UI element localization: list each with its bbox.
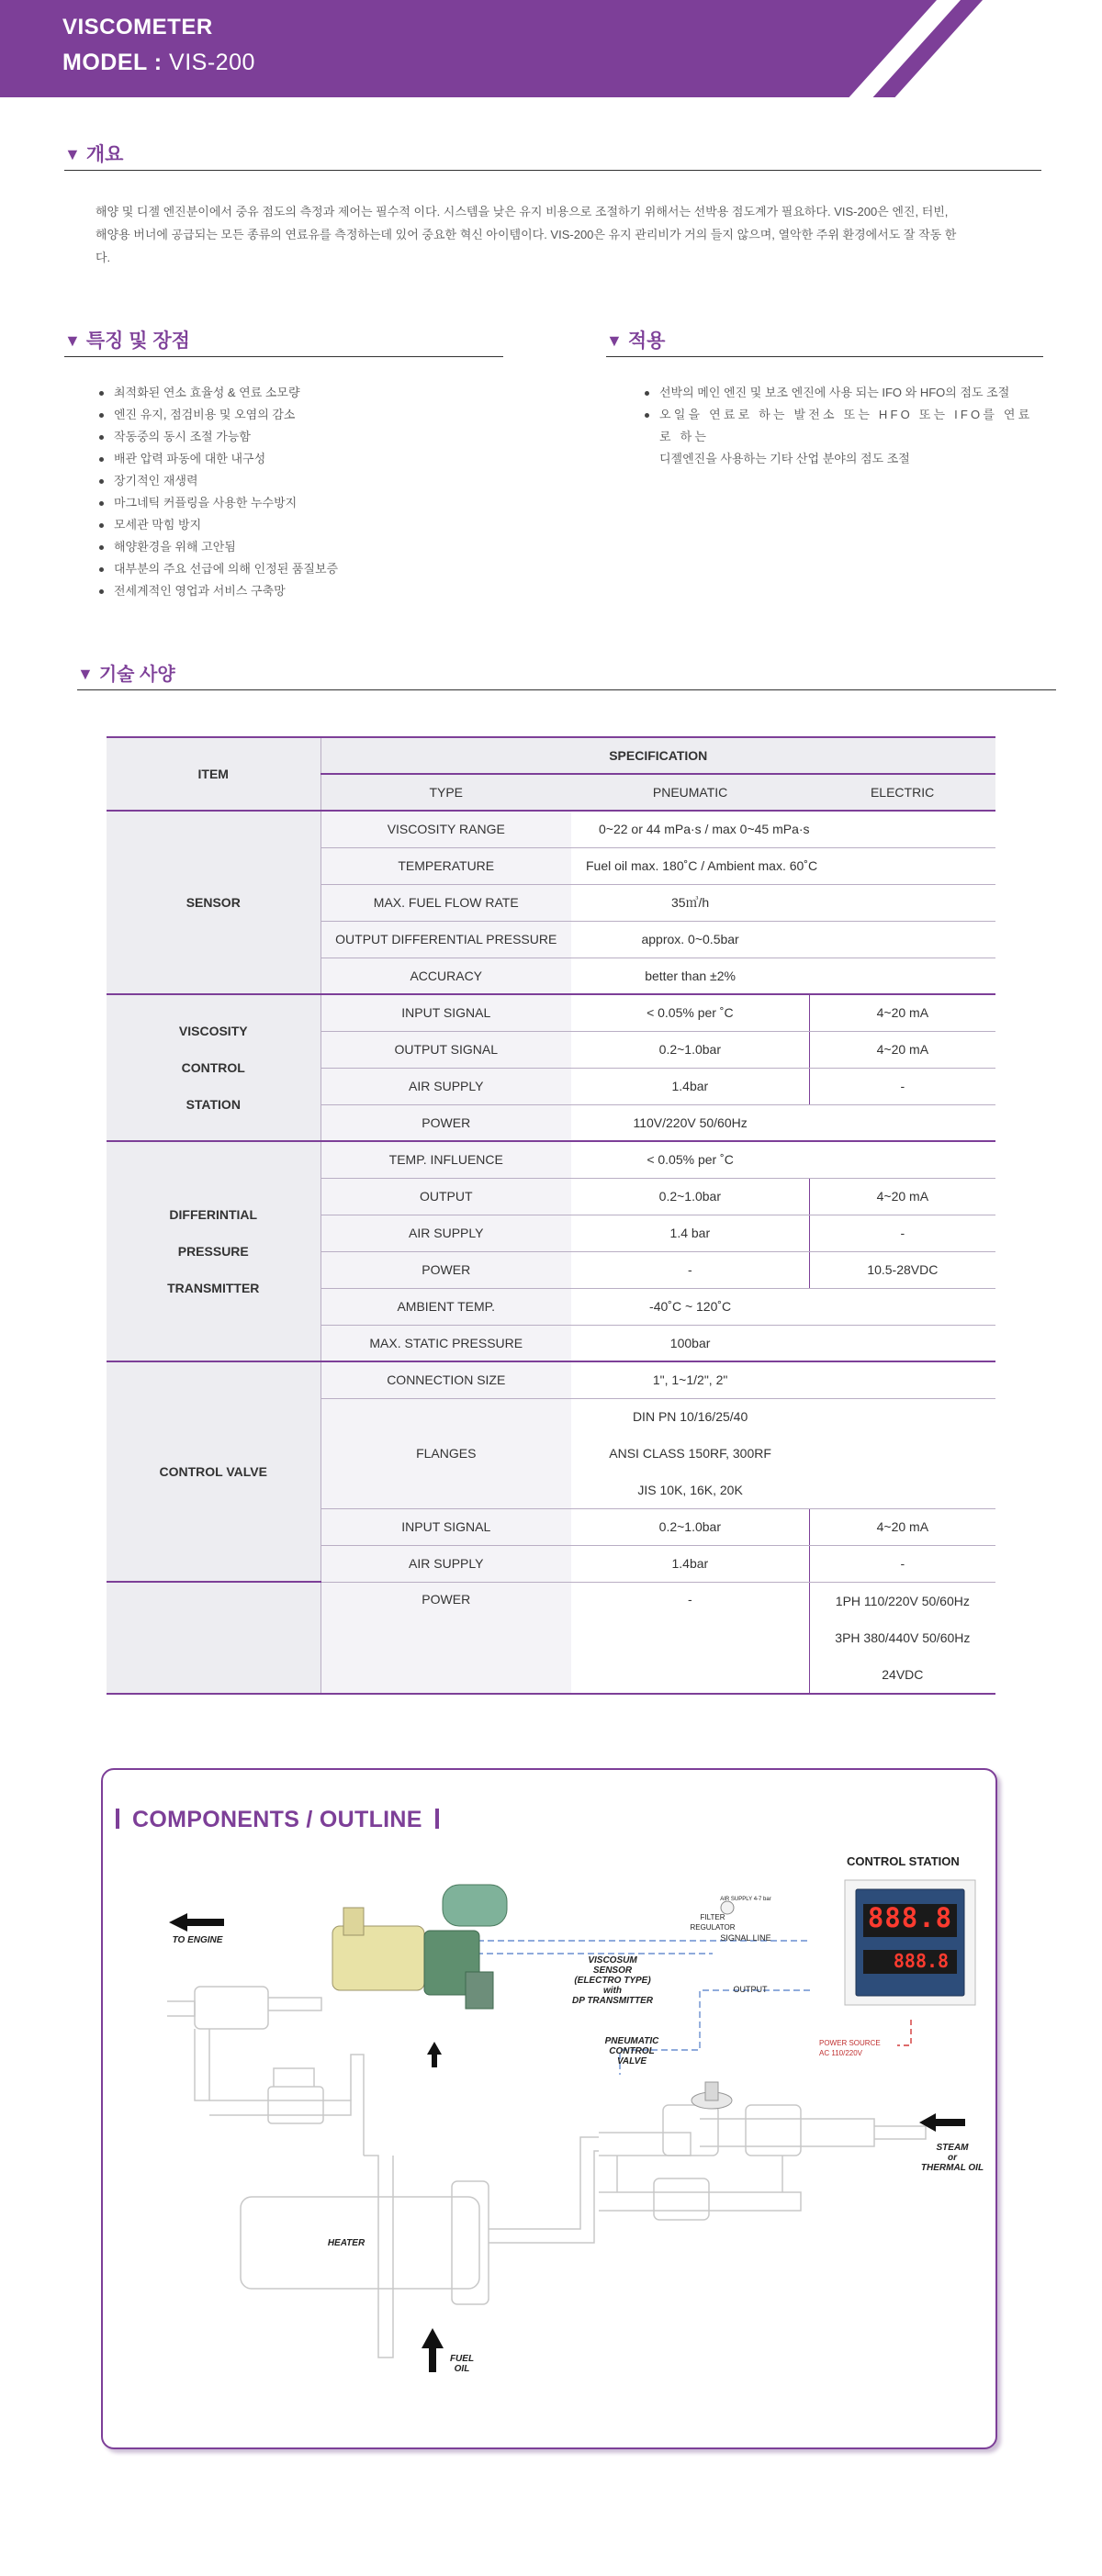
list-item [643, 404, 1047, 470]
led-display-bottom: 888.8 [893, 1950, 950, 1972]
triangle-down-icon: ▼ [64, 145, 81, 163]
label-pneumatic-control-valve: PNEUMATIC CONTROL VALVE [604, 2036, 659, 2066]
row-label: AIR SUPPLY [320, 1068, 571, 1104]
model-value: VIS-200 [169, 50, 255, 75]
cell-value: 100bar [571, 1325, 809, 1361]
model-line [62, 50, 255, 76]
control-station-label: CONTROL STATION [847, 1854, 960, 1868]
label-output: OUTPUT [733, 1985, 768, 1994]
pipe-to-engine [167, 2001, 195, 2016]
table-row [107, 1361, 995, 1398]
list-item: 최적화된 연소 효율성 & 연료 소모량 [97, 382, 501, 404]
model-label: MODEL : [62, 50, 163, 75]
overview-line: 다. [96, 251, 111, 264]
cell-value: DIN PN 10/16/25/40 [632, 1409, 748, 1425]
group-label-line: VISCOSITY [178, 1024, 248, 1038]
list-item: 해양환경을 위해 고안됨 [97, 536, 501, 558]
label-filter-regulator: FILTER REGULATOR [690, 1913, 736, 1932]
row-label: POWER [320, 1582, 571, 1694]
col-electric: ELECTRIC [809, 774, 995, 811]
specs-heading [77, 659, 1056, 690]
cell-electric: 4~20 mA [809, 994, 995, 1031]
arrow-steam-icon [934, 2119, 965, 2126]
heater-end [452, 2181, 489, 2304]
cell-value: better than ±2% [571, 958, 809, 994]
list-item: 선박의 메인 엔진 및 보조 엔진에 사용 되는 IFO 와 HFO의 점도 조절 [643, 382, 1047, 404]
product-title: VISCOMETER [62, 15, 213, 39]
group-label-line: CONTROL [181, 1060, 245, 1075]
overview-text [96, 200, 1014, 269]
outline-diagram [103, 1770, 997, 2449]
cell-pneumatic: 1.4 bar [571, 1215, 809, 1251]
overview-line: 해양용 버너에 공급되는 모든 종류의 연료유를 측정하는데 있어 중요한 혁신 아이템이다. VIS-200은 유지 관리비가 거의 들지 않으며, 열악한 주위 환경에서도 잘 작동 한 [96, 228, 957, 241]
list-item: 엔진 유지, 점검비용 및 오염의 감소 [97, 404, 501, 426]
cell-electric: 4~20 mA [809, 1178, 995, 1215]
sensor-flange [466, 1972, 493, 2009]
list-item: 마그네틱 커플링을 사용한 누수방지 [97, 492, 501, 514]
pipe-fitting [195, 1987, 268, 2029]
label-heater: HEATER [327, 2238, 365, 2248]
pneumatic-control-valve [692, 2082, 732, 2109]
arrow-fuel-oil-icon [422, 2328, 444, 2348]
pipe-segment [700, 2119, 874, 2146]
label-to-engine: TO ENGINE [172, 1935, 223, 1945]
cell-value: < 0.05% per ˚C [571, 1141, 809, 1178]
cell-electric: - [809, 1215, 995, 1251]
arrow-up-icon [432, 2053, 437, 2067]
row-label: MAX. FUEL FLOW RATE [320, 884, 571, 921]
spec-table [107, 736, 995, 1695]
table-row [107, 994, 995, 1031]
cell-pneumatic: 0.2~1.0bar [571, 1031, 809, 1068]
table-row [107, 1582, 995, 1694]
pipe-segment [599, 2133, 691, 2156]
group-differential-pressure-transmitter [107, 1141, 320, 1361]
col-item: ITEM [107, 737, 320, 811]
list-item: 대부분의 주요 선급에 의해 인정된 품질보증 [97, 558, 501, 580]
valve-actuator-stem [705, 2082, 718, 2100]
list-item-text: 오일을 연료로 하는 발전소 또는 HFO 또는 IFO를 연료로 하는 [659, 408, 1033, 443]
piping [167, 1987, 926, 2358]
features-heading [64, 326, 503, 357]
viscosity-sensor [332, 1885, 507, 2009]
cell-value: 110V/220V 50/60Hz [571, 1104, 809, 1141]
row-label: CONNECTION SIZE [320, 1361, 571, 1398]
bypass-valve-body [746, 2105, 801, 2156]
specs-title: 기술 사양 [98, 665, 175, 685]
cell-value: approx. 0~0.5bar [571, 921, 809, 958]
group-label-line: DIFFERINTIAL [169, 1207, 258, 1222]
valve-body [268, 2087, 323, 2123]
arrow-steam-icon [919, 2113, 936, 2132]
valve-stem [274, 2068, 314, 2087]
cell-value: Fuel oil max. 180˚C / Ambient max. 60˚C [571, 847, 995, 884]
col-specification: SPECIFICATION [320, 737, 995, 774]
features-list [97, 382, 501, 602]
row-label: VISCOSITY RANGE [320, 811, 571, 847]
cell-value: JIS 10K, 16K, 20K [571, 1472, 809, 1508]
list-item: 배관 압력 파동에 대한 내구성 [97, 448, 501, 470]
col-type: TYPE [320, 774, 571, 811]
components-panel [101, 1768, 997, 2449]
list-item: 장기적인 재생력 [97, 470, 501, 492]
row-label: MAX. STATIC PRESSURE [320, 1325, 571, 1361]
list-item-text: 디젤엔진을 사용하는 기타 산업 분야의 점도 조절 [659, 452, 910, 465]
cell-value: 1", 1~1/2", 2" [571, 1361, 809, 1398]
group-control-valve: CONTROL VALVE [107, 1361, 320, 1582]
col-pneumatic: PNEUMATIC [571, 774, 809, 811]
cell-line: 24VDC [882, 1666, 924, 1682]
label-fuel-oil: FUEL OIL [449, 2354, 475, 2374]
pipe-segment [364, 2156, 393, 2358]
group-label-line: PRESSURE [177, 1244, 249, 1259]
pipe-segment [351, 2055, 364, 2156]
row-label: AIR SUPPLY [320, 1215, 571, 1251]
page-header [0, 0, 1102, 97]
group-label-line: STATION [186, 1097, 241, 1112]
cell-pneumatic: - [571, 1582, 809, 1694]
arrow-to-engine-icon [169, 1913, 187, 1932]
cell-value: -40˚C ~ 120˚C [571, 1288, 809, 1325]
label-sensor: VISCOSUM SENSOR (ELECTRO TYPE) with DP TRANSMITTER [572, 1955, 653, 2006]
table-row [107, 811, 995, 847]
cell-pneumatic: 0.2~1.0bar [571, 1508, 809, 1545]
table-row [107, 1141, 995, 1178]
row-label: POWER [320, 1251, 571, 1288]
overview-line: 해양 및 디젤 엔진분이에서 중유 점도의 측정과 제어는 필수적 이다. 시스템을 낮은 유지 비용으로 조절하기 위해서는 선박용 점도계가 필요하다. VIS-200은 엔진, 터빈, [96, 205, 949, 218]
row-label: FLANGES [320, 1398, 571, 1508]
led-display-top: 888.8 [867, 1902, 953, 1933]
sensor-cap [343, 1908, 364, 1935]
control-station-unit [845, 1880, 975, 2005]
pipe-riser [617, 2156, 782, 2192]
label-steam: STEAM or THERMAL OIL [920, 2143, 984, 2173]
dp-transmitter [443, 1885, 507, 1926]
pipe-segment [599, 2192, 801, 2211]
group-label-line: TRANSMITTER [167, 1281, 260, 1295]
overview-title: 개요 [85, 144, 124, 165]
application-heading [606, 326, 1043, 357]
overview-heading [64, 140, 1041, 171]
cell-pneumatic: - [571, 1251, 809, 1288]
label-power-source: POWER SOURCE AC 110/220V [819, 2039, 881, 2057]
pipe-steam-in [874, 2126, 926, 2139]
pipe-segment [209, 2100, 351, 2115]
pipe-segment [195, 2029, 209, 2100]
row-label: INPUT SIGNAL [320, 994, 571, 1031]
group-viscosity-control-station [107, 994, 320, 1141]
triangle-down-icon: ▼ [606, 331, 623, 350]
list-item: 작동중의 동시 조절 가능함 [97, 426, 501, 448]
valve-body [654, 2178, 709, 2220]
cell-value: 0~22 or 44 mPa·s / max 0~45 mPa·s [571, 811, 995, 847]
group-sensor: SENSOR [107, 811, 320, 994]
arrow-fuel-oil-icon [429, 2346, 436, 2372]
features-title: 특징 및 장점 [85, 330, 190, 352]
row-label: AIR SUPPLY [320, 1545, 571, 1582]
row-label: INPUT SIGNAL [320, 1508, 571, 1545]
cell-pneumatic: 0.2~1.0bar [571, 1178, 809, 1215]
cell-pneumatic: 1.4bar [571, 1545, 809, 1582]
row-label: TEMP. INFLUENCE [320, 1141, 571, 1178]
label-air-supply: AIR SUPPLY 4-7 bar [720, 1897, 771, 1902]
cell-electric: 10.5-28VDC [809, 1251, 995, 1288]
row-label: OUTPUT [320, 1178, 571, 1215]
arrow-up-icon [427, 2042, 442, 2055]
triangle-down-icon: ▼ [64, 331, 81, 350]
row-label: POWER [320, 1104, 571, 1141]
cell-pneumatic: 1.4bar [571, 1068, 809, 1104]
row-label: TEMPERATURE [320, 847, 571, 884]
pipe-segment [268, 1998, 321, 2010]
triangle-down-icon: ▼ [77, 665, 94, 683]
label-signal-line: SIGNAL LINE [720, 1933, 771, 1943]
cell-electric [809, 1582, 995, 1694]
cell-pneumatic: < 0.05% per ˚C [571, 994, 809, 1031]
row-label: AMBIENT TEMP. [320, 1288, 571, 1325]
application-title: 적용 [627, 330, 666, 352]
list-item: 모세관 막힘 방지 [97, 514, 501, 536]
row-label: OUTPUT DIFFERENTIAL PRESSURE [320, 921, 571, 958]
cell-line: 1PH 110/220V 50/60Hz [835, 1593, 970, 1608]
row-label: ACCURACY [320, 958, 571, 994]
cell-electric: - [809, 1068, 995, 1104]
cell-electric: 4~20 mA [809, 1508, 995, 1545]
arrow-to-engine-icon [187, 1919, 224, 1926]
list-item: 전세계적인 영업과 서비스 구축망 [97, 580, 501, 602]
application-list [643, 382, 1047, 470]
cell-value: ANSI CLASS 150RF, 300RF [609, 1446, 771, 1461]
cell-value: 35㎥/h [571, 884, 809, 921]
components-title-text: COMPONENTS / OUTLINE [132, 1807, 422, 1832]
cell-electric: 4~20 mA [809, 1031, 995, 1068]
pipe-segment [489, 2137, 599, 2229]
cell-line: 3PH 380/440V 50/60Hz [835, 1630, 971, 1645]
cell-electric: - [809, 1545, 995, 1582]
row-label: OUTPUT SIGNAL [320, 1031, 571, 1068]
